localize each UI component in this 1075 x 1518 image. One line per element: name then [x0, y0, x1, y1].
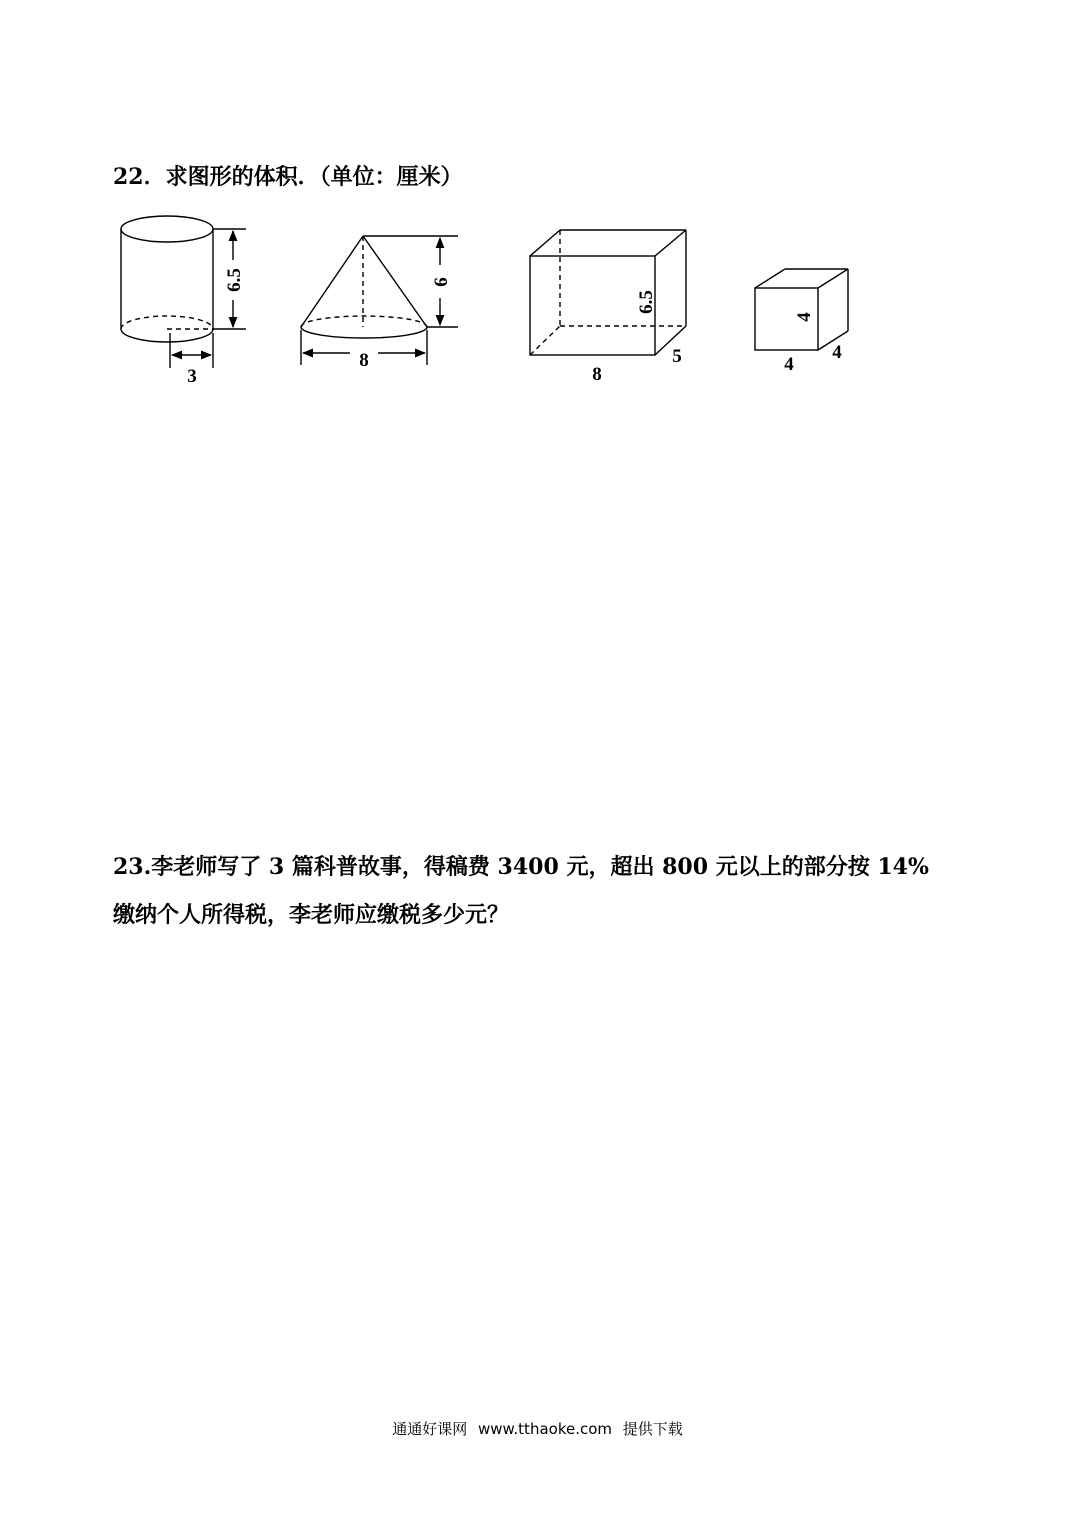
cuboid-height-label: 6.5	[636, 290, 657, 314]
cube-side-edge-label: 4	[832, 342, 842, 363]
cube-figure	[755, 269, 848, 350]
question-23-line-2: 缴纳个人所得税，李老师应缴税多少元？	[113, 902, 510, 928]
cylinder-radius-label: 3	[187, 366, 197, 387]
cuboid-figure	[530, 230, 686, 355]
question-22-title: 22．求图形的体积．（单位：厘米）	[113, 164, 463, 190]
footer-brand: 通通好课网	[392, 1420, 468, 1438]
cuboid-length-label: 8	[592, 364, 602, 385]
volume-figures	[0, 0, 1075, 420]
cone-height-label: 6	[431, 277, 452, 287]
question-23	[113, 843, 973, 939]
cuboid-width-label: 5	[672, 346, 682, 367]
cone-figure	[301, 236, 458, 365]
cube-front-edge-label: 4	[794, 312, 815, 322]
question-23-line-1: 23.李老师写了 3 篇科普故事，得稿费 3400 元，超出 800 元以上的部分按 14%	[113, 854, 929, 880]
cube-bottom-edge-label: 4	[784, 354, 794, 375]
cylinder-height-label: 6.5	[224, 268, 245, 292]
page-footer	[0, 1418, 1075, 1439]
cone-diameter-label: 8	[359, 350, 369, 371]
footer-suffix: 提供下载	[622, 1420, 683, 1438]
footer-url[interactable]: www.tthaoke.com	[477, 1420, 613, 1438]
